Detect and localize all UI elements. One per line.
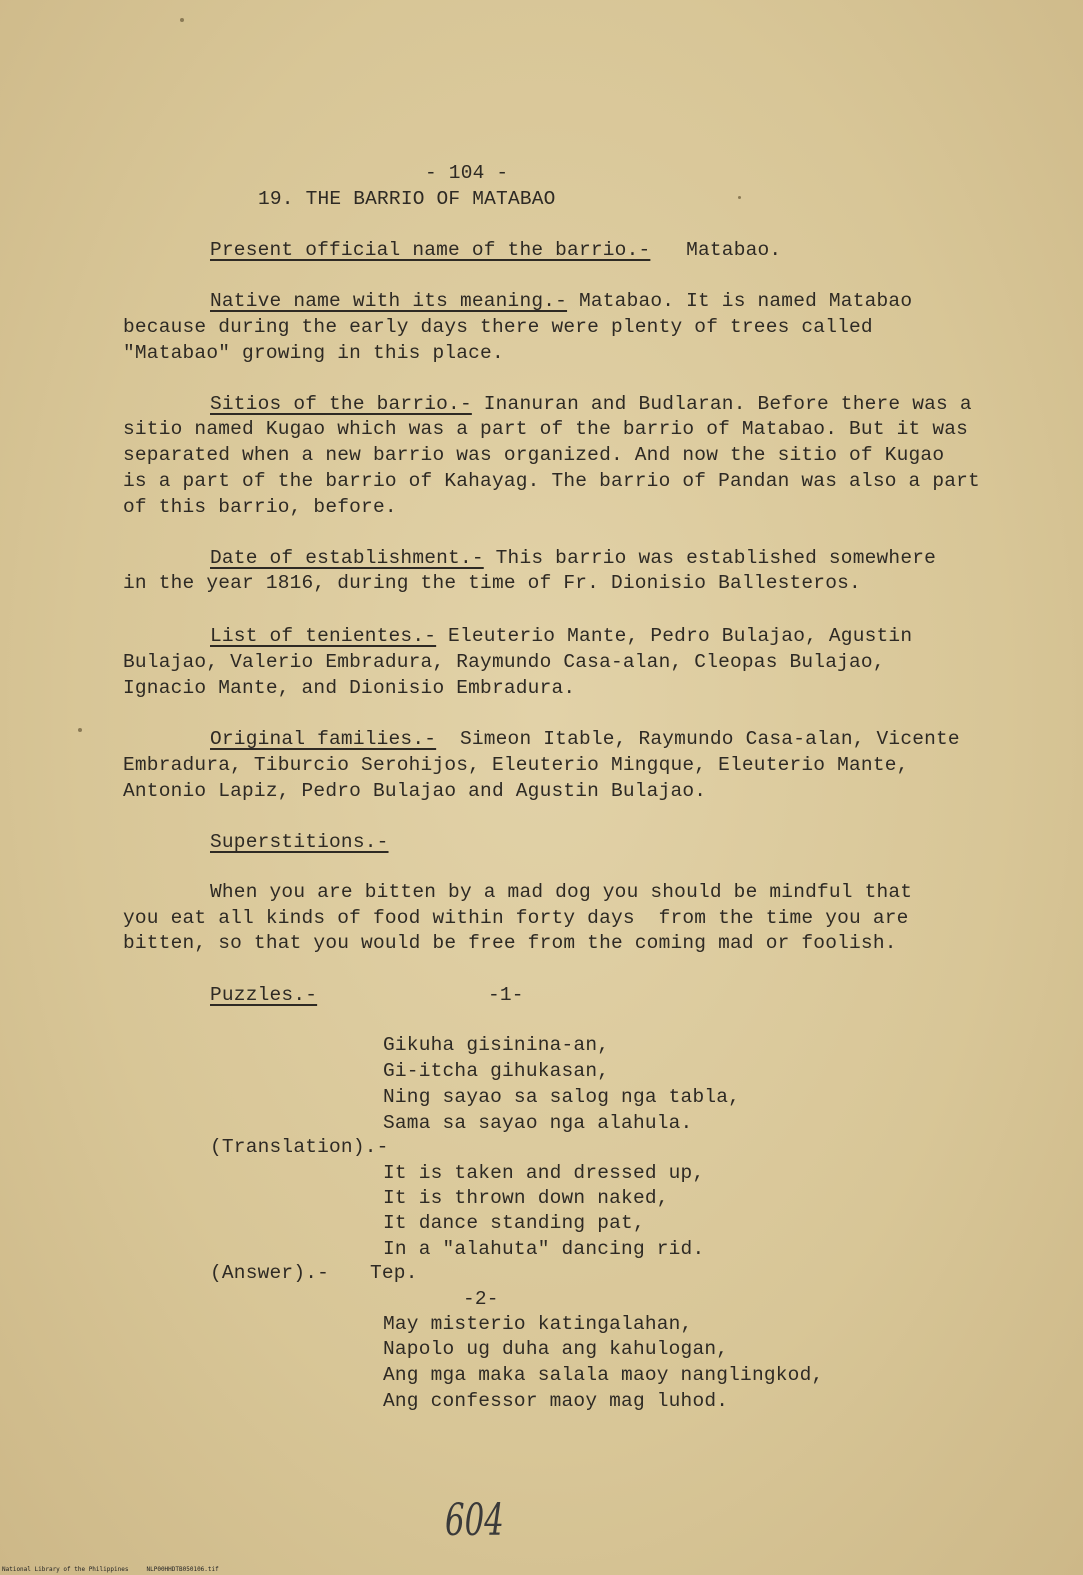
- tenientes-line-2: Bulajao, Valerio Embradura, Raymundo Casa-alan, Cleopas Bulajao,: [123, 651, 885, 673]
- page-number: - 104 -: [425, 162, 509, 184]
- page-title: [258, 186, 556, 212]
- title-text: 19. THE BARRIO OF MATABAO: [258, 188, 556, 210]
- tenientes-line-3: Ignacio Mante, and Dionisio Embradura.: [123, 677, 576, 699]
- native-name-label: Native name with its meaning.-: [210, 290, 568, 312]
- superstitions-line-3: bitten, so that you would be free from the coming mad or foolish.: [123, 932, 897, 954]
- paper-speck: [78, 728, 82, 732]
- puzzle2-verse-2: Napolo ug duha ang kahulogan,: [383, 1338, 729, 1360]
- sitios-line-4: is a part of the barrio of Kahayag. The barrio of Pandan was also a part: [123, 470, 980, 492]
- establishment-text: This barrio was established somewhere: [495, 547, 937, 569]
- families-line-1: [210, 726, 960, 752]
- puzzles-heading: [210, 982, 317, 1008]
- families-line-3: Antonio Lapiz, Pedro Bulajao and Agustin Bulajao.: [123, 780, 707, 802]
- handwritten-page-number: 604: [445, 1495, 504, 1546]
- establishment-line-1: [210, 545, 936, 571]
- translation-line-2: It is thrown down naked,: [383, 1187, 669, 1209]
- translation-label: (Translation).-: [210, 1136, 389, 1158]
- superstitions-label: Superstitions.-: [210, 831, 389, 853]
- answer-value: Tep.: [370, 1262, 418, 1284]
- superstitions-heading: [210, 829, 389, 855]
- puzzle1-number: -1-: [488, 984, 524, 1006]
- archive-footer: National Library of the Philippines NLP00HHDTB050106.tif: [2, 1566, 219, 1573]
- superstitions-line-2: you eat all kinds of food within forty days from the time you are: [123, 907, 909, 929]
- official-name-line: [210, 237, 781, 263]
- paper-speck: [180, 18, 184, 22]
- establishment-line-2: in the year 1816, during the time of Fr. Dionisio Ballesteros.: [123, 572, 861, 594]
- sitios-line-5: of this barrio, before.: [123, 496, 397, 518]
- translation-line-1: It is taken and dressed up,: [383, 1162, 705, 1184]
- families-text: Simeon Itable, Raymundo Casa-alan, Vicente: [459, 728, 960, 750]
- puzzle1-verse-3: Ning sayao sa salog nga tabla,: [383, 1086, 741, 1108]
- puzzle2-verse-1: May misterio katingalahan,: [383, 1313, 693, 1335]
- paper-speck: [738, 196, 741, 199]
- tenientes-text: Eleuterio Mante, Pedro Bulajao, Agustin: [448, 625, 913, 647]
- establishment-label: Date of establishment.-: [210, 547, 484, 569]
- superstitions-line-1: When you are bitten by a mad dog you should be mindful that: [210, 881, 913, 903]
- puzzle1-verse-1: Gikuha gisinina-an,: [383, 1034, 610, 1056]
- sitios-line-2: sitio named Kugao which was a part of the barrio of Matabao. But it was: [123, 418, 969, 440]
- tenientes-line-1: [210, 623, 912, 649]
- official-name-label: Present official name of the barrio.-: [210, 239, 651, 261]
- sitios-text: Inanuran and Budlaran. Before there was a: [483, 393, 972, 415]
- families-label: Original families.-: [210, 728, 437, 750]
- puzzle1-verse-2: Gi-itcha gihukasan,: [383, 1060, 610, 1082]
- official-name-value: Matabao.: [686, 239, 782, 261]
- native-name-line-1: [210, 288, 912, 314]
- puzzle1-verse-4: Sama sa sayao nga alahula.: [383, 1112, 693, 1134]
- puzzle2-verse-4: Ang confessor maoy mag luhod.: [383, 1390, 729, 1412]
- native-name-text: Matabao. It is named Matabao: [578, 290, 913, 312]
- translation-line-3: It dance standing pat,: [383, 1212, 645, 1234]
- translation-line-4: In a "alahuta" dancing rid.: [383, 1238, 705, 1260]
- sitios-line-3: separated when a new barrio was organized. And now the sitio of Kugao: [123, 444, 945, 466]
- puzzle2-number: -2-: [463, 1288, 499, 1310]
- puzzles-label: Puzzles.-: [210, 984, 318, 1006]
- tenientes-label: List of tenientes.-: [210, 625, 437, 647]
- sitios-label: Sitios of the barrio.-: [210, 393, 472, 415]
- answer-label: (Answer).-: [210, 1262, 330, 1284]
- families-line-2: Embradura, Tiburcio Serohijos, Eleuterio Mingque, Eleuterio Mante,: [123, 754, 909, 776]
- native-name-line-3: "Matabao" growing in this place.: [123, 342, 504, 364]
- sitios-line-1: [210, 391, 972, 417]
- native-name-line-2: because during the early days there were plenty of trees called: [123, 316, 873, 338]
- puzzle2-verse-3: Ang mga maka salala maoy nanglingkod,: [383, 1364, 824, 1386]
